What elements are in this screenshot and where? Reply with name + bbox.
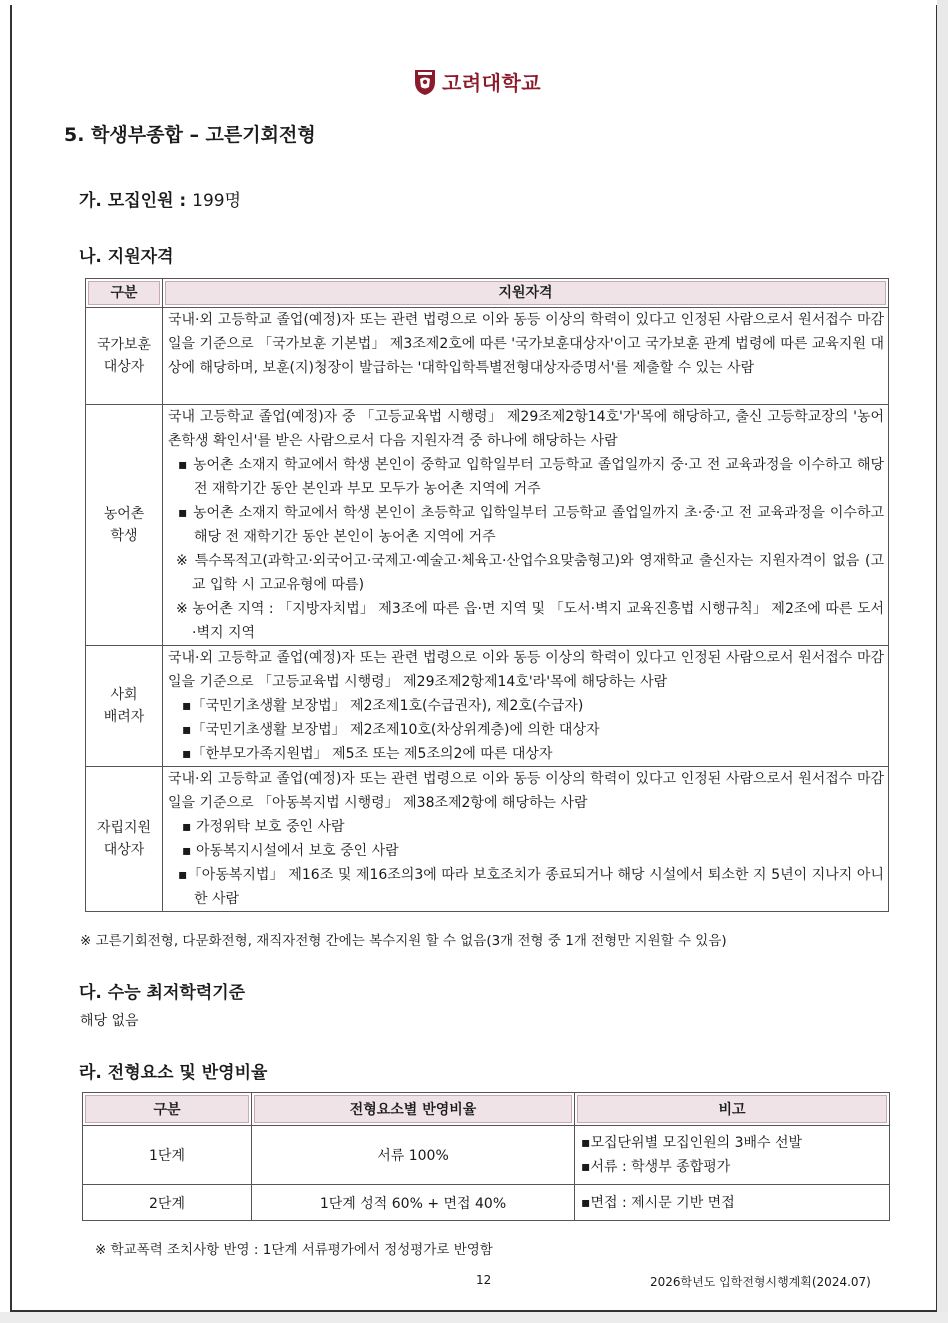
section-a-heading (79, 186, 241, 211)
section-b-heading: 나. 지원자격 (79, 247, 174, 267)
list-item: ▪ 농어촌 소재지 학교에서 학생 본인이 초등학교 입학일부터 고등학교 졸업일까지 초·중·고 전 교육과정을 이수하고 해당 전 재학기간 동안 본인이 농어촌 지역에 거주 (178, 505, 884, 545)
header-ratio: 전형요소별 반영비율 (252, 1093, 575, 1126)
remarks-cell (575, 1126, 890, 1185)
university-logo (414, 67, 541, 96)
list-item: ▪「국민기초생활 보장법」 제2조제1호(수급권자), 제2호(수급자) (182, 698, 584, 714)
qualification-table (85, 278, 889, 912)
list-item: ▪ 농어촌 소재지 학교에서 학생 본인이 중학교 입학일부터 고등학교 졸업일까지 중·고 전 교육과정을 이수하고 해당 전 재학기간 동안 본인과 부모 모두가 농어촌 지역에 거주 (178, 457, 884, 497)
page-number: 12 (476, 1273, 492, 1287)
qualification-text: 국내 고등학교 졸업(예정)자 중 「고등교육법 시행령」 제29조제2항14호'가'목에 해당하고, 출신 고등학교장의 '농어촌학생 확인서'를 받은 사람으로서 다음 지원자격 중 하나에 해당하는 사람 (168, 409, 884, 449)
table-row (86, 405, 889, 646)
section-a-value: 199명 (192, 191, 241, 211)
list-item: ▪모집단위별 모집인원의 3배수 선발 (581, 1135, 803, 1151)
header-remarks: 비고 (575, 1093, 890, 1126)
note-item: ※ 특수목적고(과학고·외국어고·국제고·예술고·체육고·산업수요맞춤형고)와 영재학교 출신자는 지원자격이 없음 (고교 입학 시 고교유형에 따름) (176, 553, 884, 593)
section-c-heading: 다. 수능 최저학력기준 (79, 983, 246, 1003)
category-cell: 사회 배려자 (86, 646, 163, 767)
qualification-cell (163, 308, 889, 405)
table-row (86, 308, 889, 405)
qualification-cell (163, 646, 889, 767)
note-item: ※ 농어촌 지역 : 「지방자치법」 제3조에 따른 읍·면 지역 및 「도서·벽지 교육진흥법 시행규칙」 제2조에 따른 도서·벽지 지역 (176, 601, 884, 641)
qualification-text: 국내·외 고등학교 졸업(예정)자 또는 관련 법령으로 이와 동등 이상의 학력이 있다고 인정된 사람으로서 원서접수 마감일을 기준으로 「국가보훈 기본법」 제3조제2호에 따른 '국가보훈대상자'이고 국가보훈 관계 법령에 따른 교육지원 대상에 해당하며, 보훈(지)청장이 발급하는 '대학입학특별전형대상자증명서'를 제출할 수 있는 사람 (168, 312, 884, 376)
table-row (86, 646, 889, 767)
ratio-cell: 서류 100% (252, 1126, 575, 1185)
logo-text: 고려대학교 (442, 71, 542, 95)
table-row (83, 1185, 890, 1221)
header-category: 구분 (86, 279, 163, 308)
table-header-row (83, 1093, 890, 1126)
section-a-label: 가. 모집인원 : (79, 191, 187, 211)
table-row (83, 1126, 890, 1185)
header-stage: 구분 (83, 1093, 252, 1126)
table-row (86, 767, 889, 912)
stage-cell: 2단계 (83, 1185, 252, 1221)
category-cell: 자립지원 대상자 (86, 767, 163, 912)
document-title: 2026학년도 입학전형시행계획(2024.07) (650, 1275, 871, 1289)
qualification-text: 국내·외 고등학교 졸업(예정)자 또는 관련 법령으로 이와 동등 이상의 학력이 있다고 인정된 사람으로서 원서접수 마감일을 기준으로 「고등교육법 시행령」 제29조제2항제14호'라'목에 해당하는 사람 (168, 650, 884, 690)
list-item: ▪ 아동복지시설에서 보호 중인 사람 (182, 843, 399, 859)
page-shadow-right (937, 0, 948, 1323)
category-cell: 국가보훈 대상자 (86, 308, 163, 405)
section-d-heading: 라. 전형요소 및 반영비율 (79, 1063, 268, 1083)
crest-icon (414, 68, 436, 96)
ratio-table (82, 1092, 890, 1221)
list-item: ▪「한부모가족지원법」 제5조 또는 제5조의2에 따른 대상자 (182, 746, 553, 762)
list-item: ▪ 가정위탁 보호 중인 사람 (182, 819, 345, 835)
ratio-cell: 1단계 성적 60% + 면접 40% (252, 1185, 575, 1221)
qualification-cell (163, 767, 889, 912)
remarks-cell (575, 1185, 890, 1221)
page-shadow-bottom (0, 1312, 948, 1323)
category-cell: 농어촌 학생 (86, 405, 163, 646)
qualification-note: ※ 고른기회전형, 다문화전형, 재직자전형 간에는 복수지원 할 수 없음(3개 전형 중 1개 전형만 지원할 수 있음) (80, 933, 727, 949)
list-item: ▪면접 : 제시문 기반 면접 (581, 1194, 735, 1211)
list-item: ▪「국민기초생활 보장법」 제2조제10호(차상위계층)에 의한 대상자 (182, 722, 600, 738)
list-item: ▪서류 : 학생부 종합평가 (581, 1159, 731, 1175)
table-header-row (86, 279, 889, 308)
page-title: 5. 학생부종합 – 고른기회전형 (64, 124, 316, 146)
ratio-note: ※ 학교폭력 조치사항 반영 : 1단계 서류평가에서 정성평가로 반영함 (95, 1242, 493, 1258)
section-c-text: 해당 없음 (80, 1013, 139, 1029)
stage-cell: 1단계 (83, 1126, 252, 1185)
list-item: ▪「아동복지법」 제16조 및 제16조의3에 따라 보호조치가 종료되거나 해당 시설에서 퇴소한 지 5년이 지나지 아니한 사람 (178, 867, 884, 907)
qualification-cell (163, 405, 889, 646)
header-qualification: 지원자격 (163, 279, 889, 308)
qualification-text: 국내·외 고등학교 졸업(예정)자 또는 관련 법령으로 이와 동등 이상의 학력이 있다고 인정된 사람으로서 원서접수 마감일을 기준으로 「아동복지법 시행령」 제38조제2항에 해당하는 사람 (168, 771, 884, 811)
